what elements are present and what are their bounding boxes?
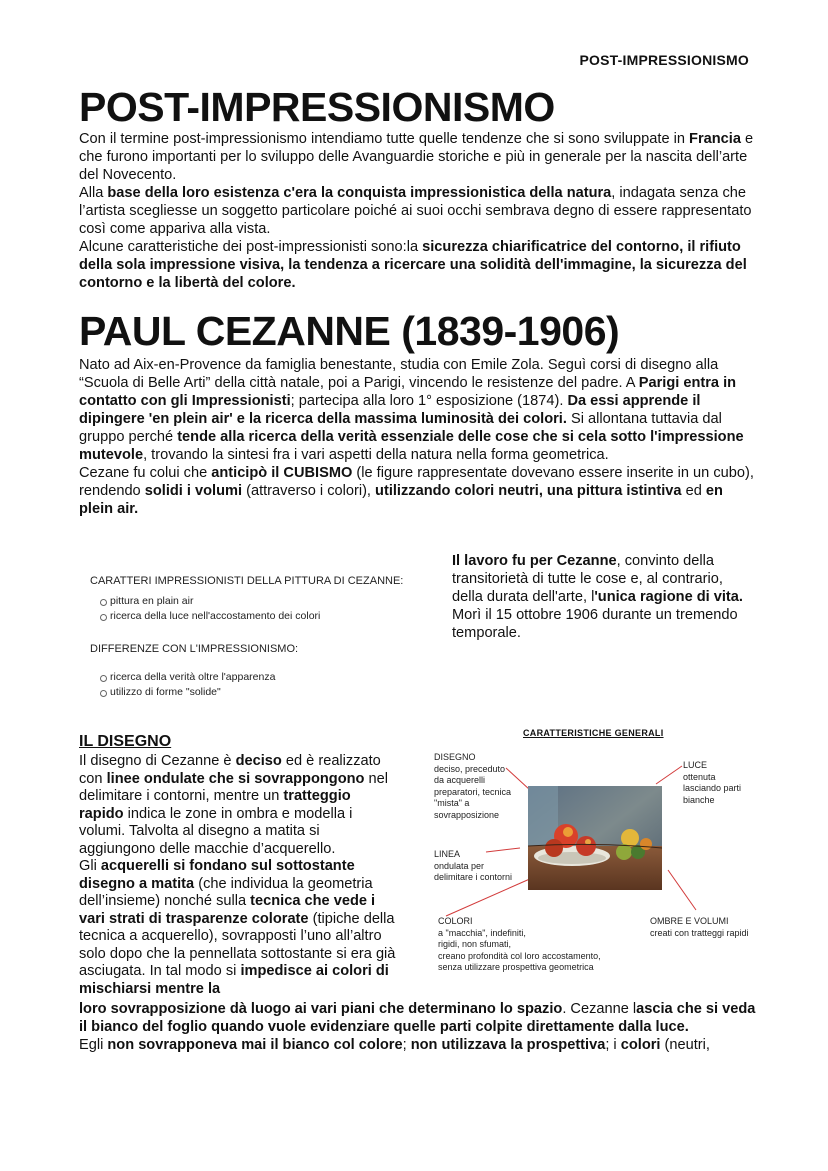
annotation-line: "mista" a <box>434 798 470 808</box>
side-note-paragraph-2: Morì il 15 ottobre 1906 durante un tremendo temporale. <box>452 607 738 641</box>
annotation-line: deciso, preceduto <box>434 763 506 774</box>
list-item: ricerca della verità oltre l'apparenza <box>110 670 440 685</box>
intro-paragraph-2: Alla base della loro esistenza c'era la conquista impressionistica della natura, indagata senza che l’artista scegliesse un soggetto particolare poiché ai suoi occhi sembrava degno di essere rappresentato così come appariva alla vista. <box>79 185 752 237</box>
list-item: ricerca della luce nell'accostamento dei colori <box>110 609 440 624</box>
intro-paragraph-3: Alcune caratteristiche dei post-impressionisti sono:la sicurezza chiarificatrice del contorno, il rifiuto della sola impressione visiva, la tendenza a ricercare una solidità dell'immagine, la sicurezza del contorno e la libertà del colore. <box>79 239 747 291</box>
arrow-luce <box>656 766 682 784</box>
section-title-disegno: IL DISEGNO <box>79 733 172 750</box>
annotation-label: LINEA <box>434 849 461 859</box>
annotation-line: ottenuta <box>683 771 716 782</box>
section-title-post-impressionismo: POST-IMPRESSIONISMO <box>79 84 555 130</box>
annotation-label: LUCE <box>683 760 708 770</box>
cezanne-paragraph-2: Cezane fu colui che anticipò il CUBISMO (le figure rappresentate dovevano essere inserite in un cubo), rendendo solidi i volumi (attraverso i colori), utilizzando colori neutri, una pittura istintiva ed en plein air. <box>79 465 754 517</box>
intro-paragraph-1: Con il termine post-impressionismo intendiamo tutte quelle tendenze che si sono sviluppate in Francia e che furono importanti per lo sviluppo delle Avanguardie storiche e più in generale per la nascita dell’arte del Novecento. <box>79 131 754 183</box>
arrow-disegno <box>506 768 530 790</box>
annotation-line: sovrapposizione <box>434 809 500 820</box>
section-title-cezanne: PAUL CEZANNE (1839-1906) <box>79 308 620 354</box>
cezanne-text <box>79 356 759 518</box>
characteristics-box <box>90 574 440 700</box>
annotation-line: creano profondità col loro accostamento, <box>438 950 601 961</box>
arrow-linea <box>486 848 520 852</box>
side-note-paragraph-1: Il lavoro fu per Cezanne, convinto della transitorietà di tutte le cose e, al contrario, della durata dell'arte, l'unica ragione di vita. <box>452 553 743 605</box>
disegno-continuation <box>79 1000 759 1054</box>
intro-text <box>79 130 759 292</box>
annotation-line: creati con tratteggi rapidi <box>650 927 749 938</box>
annotation-label: DISEGNO <box>434 752 476 762</box>
continuation-paragraph-1: loro sovrapposizione dà luogo ai vari piani che determinano lo spazio. Cezanne lascia che si veda il bianco del foglio quando vuole evidenziare quelle parti colpite direttamente dalla luce. <box>79 1001 756 1035</box>
annotation-line: senza utilizzare prospettiva geometrica <box>438 962 594 972</box>
side-note <box>452 552 752 642</box>
differences-list <box>90 670 440 700</box>
disegno-text: Il disegno di Cezanne è deciso ed è realizzato con linee ondulate che si sovrappongono nel delimitare i contorni, mentre un tratteggio rapido indica le zone in ombra e modella i volumi. Talvolta al disegno a matita si aggiungono delle macchie d’acquerello. Gli acquerelli si fondano sul sottostante disegno a matita (che individua la geometria dell’insieme) nonché sulla tecnica che vede i vari strati di trasparenze colorate (tipiche della tecnica a acquerello), sovrapposti l’uno all’altro solo dopo che la pennellata sottostante si era già asciugata. In tal modo si impedisce ai colori di mischiarsi mentre la <box>79 753 396 997</box>
figure-title: CARATTERISTICHE GENERALI <box>523 728 664 738</box>
annotation-label: OMBRE E VOLUMI <box>650 916 729 926</box>
annotation-line: da acquerelli <box>434 775 486 785</box>
annotation-label: COLORI <box>438 916 473 926</box>
annotation-line: lasciando parti <box>683 783 742 793</box>
annotation-line: a "macchia", indefiniti, <box>438 927 526 938</box>
annotation-line: ondulata per <box>434 860 485 871</box>
box-heading-impressionist: CARATTERI IMPRESSIONISTI DELLA PITTURA DI CEZANNE: <box>90 575 404 587</box>
running-header: POST-IMPRESSIONISMO <box>579 52 749 68</box>
box-heading-differences: DIFFERENZE CON L'IMPRESSIONISMO: <box>90 643 299 655</box>
impressionist-list <box>90 594 440 624</box>
annotation-line: delimitare i contorni <box>434 872 513 882</box>
arrow-ombre <box>668 870 696 910</box>
list-item: pittura en plain air <box>110 594 440 609</box>
list-item: utilizzo di forme "solide" <box>110 685 440 700</box>
cezanne-still-life-painting <box>528 786 662 890</box>
annotation-line: preparatori, tecnica <box>434 786 512 797</box>
annotation-line: bianche <box>683 794 715 805</box>
continuation-paragraph-2: Egli non sovrapponeva mai il bianco col colore; non utilizzava la prospettiva; i colori (neutri, <box>79 1037 710 1053</box>
arrow-colori <box>446 878 532 916</box>
cezanne-paragraph-1: Nato ad Aix-en-Provence da famiglia benestante, studia con Emile Zola. Seguì corsi di disegno alla “Scuola di Belle Arti” della città natale, poi a Parigi, vincendo le resistenze del padre. A Parigi entra in contatto con gli Impressionisti; partecipa alla loro 1° esposizione (1874). Da essi apprende il dipingere 'en plein air' e la ricerca della massima luminosità dei colori. Si allontana tuttavia dal gruppo perché tende alla ricerca della verità essenziale delle cose che si cela sotto l'impressione mutevole, trovando la sintesi fra i vari aspetti della natura nella forma geometrica. <box>79 357 744 463</box>
annotation-line: rigidi, non sfumati, <box>438 939 512 949</box>
